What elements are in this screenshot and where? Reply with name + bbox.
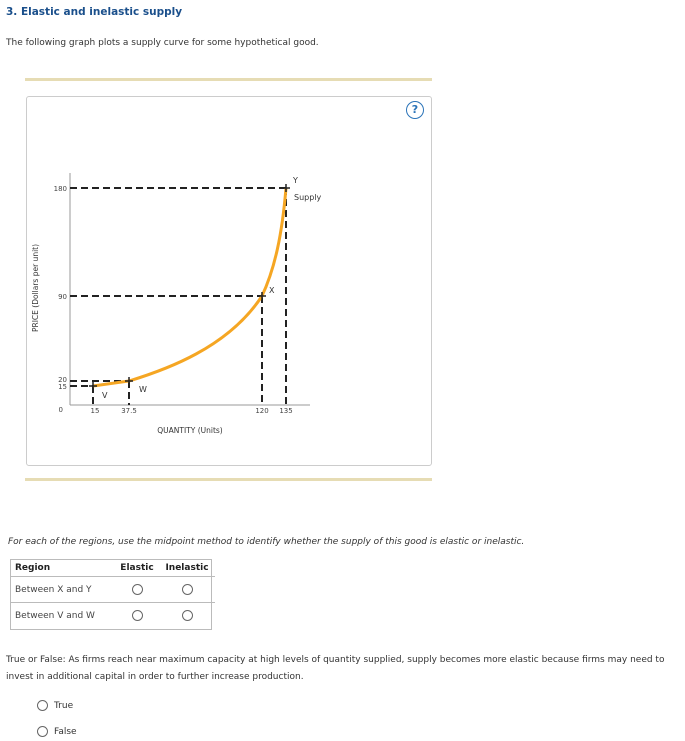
point-v-label: V: [102, 391, 108, 400]
radio-true[interactable]: [37, 700, 48, 711]
region-label: Between X and Y: [10, 577, 115, 603]
option-false-label: False: [54, 726, 77, 737]
y-tick-180: 180: [53, 185, 67, 193]
radio-xy-elastic[interactable]: [132, 584, 143, 595]
col-elastic: Elastic: [115, 559, 159, 577]
region-table: [10, 559, 215, 628]
question-title: 3. Elastic and inelastic supply: [6, 6, 183, 18]
point-y-label: Y: [293, 176, 298, 185]
table-row: [10, 577, 215, 603]
y-tick-0: 0: [58, 406, 63, 414]
y-tick-20: 20: [58, 376, 67, 384]
true-false-question: True or False: As firms reach near maximum capacity at high levels of quantity supplied, supply becomes more elastic because firms may need to invest in additional capital in order to further increase production.: [6, 655, 665, 682]
y-tick-90: 90: [58, 293, 67, 301]
radio-vw-elastic[interactable]: [132, 610, 143, 621]
x-axis-title: QUANTITY (Units): [157, 426, 223, 435]
y-axis-title: PRICE (Dollars per unit): [31, 243, 40, 333]
x-tick-37-5: 37.5: [121, 407, 137, 415]
intro-text: The following graph plots a supply curve for some hypothetical good.: [6, 38, 319, 48]
instruction-text: For each of the regions, use the midpoint method to identify whether the supply of this good is elastic or inelastic.: [8, 537, 525, 547]
option-false[interactable]: [37, 726, 77, 737]
x-tick-135: 135: [279, 407, 293, 415]
radio-xy-inelastic[interactable]: [182, 584, 193, 595]
help-icon[interactable]: ?: [406, 101, 424, 119]
region-label: Between V and W: [15, 610, 95, 621]
curve-label: Supply: [294, 193, 322, 202]
divider-top: [25, 78, 432, 81]
point-x-label: X: [269, 286, 275, 295]
radio-false[interactable]: [37, 726, 48, 737]
option-true[interactable]: [37, 700, 73, 711]
x-tick-120: 120: [255, 407, 269, 415]
graph-panel: [26, 96, 432, 466]
radio-vw-inelastic[interactable]: [182, 610, 193, 621]
y-tick-15: 15: [58, 383, 67, 391]
col-region: Region: [10, 559, 115, 577]
table-row: [10, 603, 215, 629]
col-inelastic: Inelastic: [159, 559, 215, 577]
divider-bottom: [25, 478, 432, 481]
point-w-label: W: [139, 385, 147, 394]
x-tick-15: 15: [90, 407, 100, 415]
option-true-label: True: [54, 700, 74, 711]
